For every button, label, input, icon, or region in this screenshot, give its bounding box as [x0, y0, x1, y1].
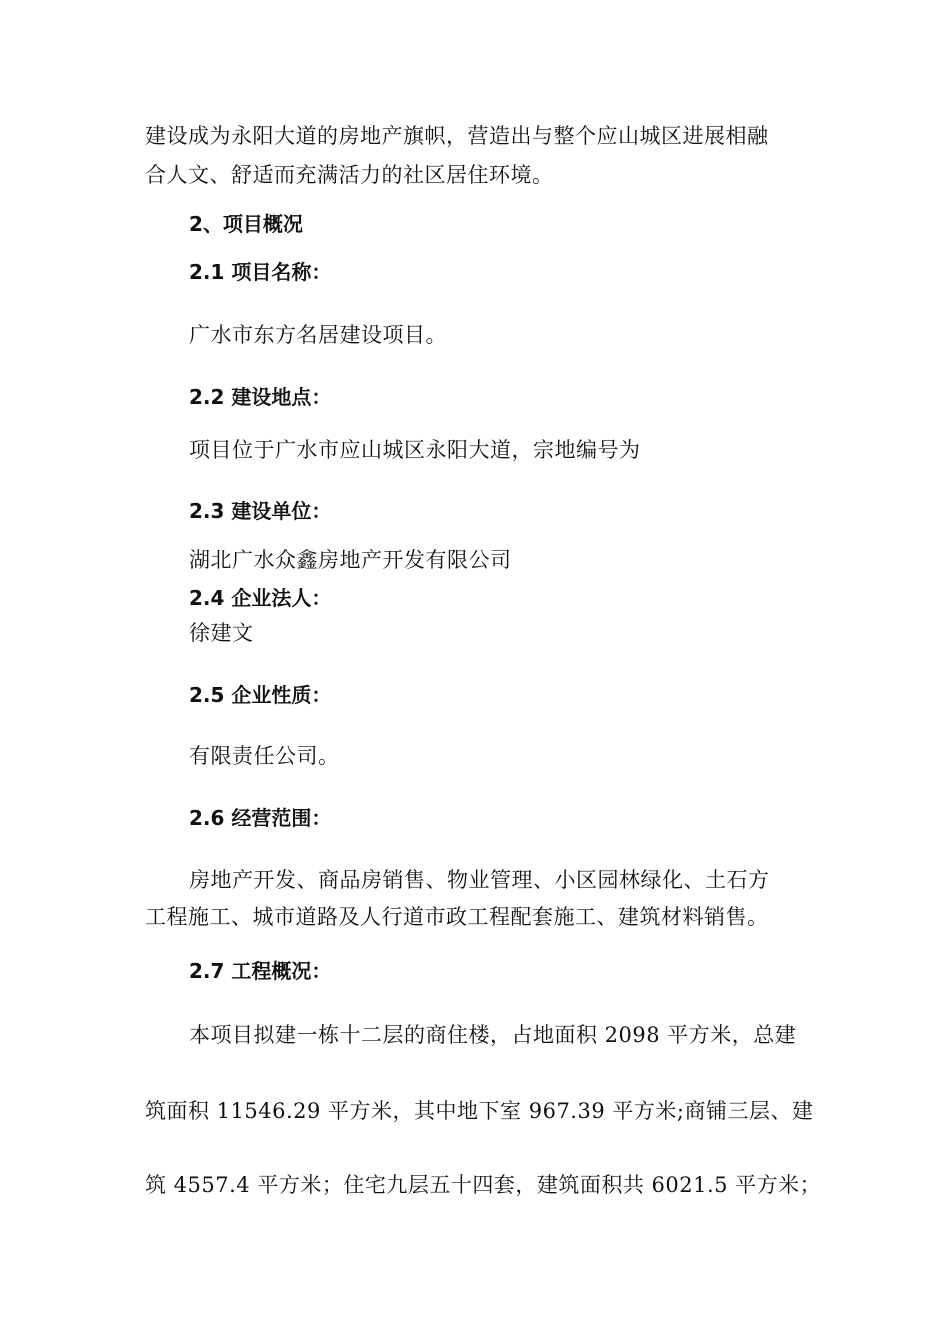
body-2-3: 湖北广水众鑫房地产开发有限公司: [189, 548, 512, 572]
heading-2-1: 2.1 项目名称：: [189, 260, 332, 284]
heading-2-4: 2.4 企业法人：: [189, 586, 332, 610]
heading-2-5: 2.5 企业性质：: [189, 683, 332, 707]
body-2-2: 项目位于广水市应山城区永阳大道，宗地编号为: [189, 438, 641, 462]
body-2-7-line-1: 本项目拟建一栋十二层的商住楼，占地面积 2098 平方米，总建: [189, 1023, 797, 1047]
body-2-4: 徐建文: [189, 621, 254, 645]
intro-line-1: 建设成为永阳大道的房地产旗帜，营造出与整个应山城区进展相融: [145, 124, 769, 148]
intro-line-2: 合人文、舒适而充满活力的社区居住环境。: [145, 163, 554, 187]
body-2-7-line-3: 筑 4557.4 平方米；住宅九层五十四套，建筑面积共 6021.5 平方米；: [145, 1173, 822, 1197]
body-2-7-line-2: 筑面积 11546.29 平方米，其中地下室 967.39 平方米;商铺三层、建: [145, 1099, 814, 1123]
heading-2-6: 2.6 经营范围：: [189, 806, 332, 830]
heading-2-3: 2.3 建设单位：: [189, 499, 332, 523]
heading-2-7: 2.7 工程概况：: [189, 959, 332, 983]
body-2-6-line-1: 房地产开发、商品房销售、物业管理、小区园林绿化、土石方: [189, 868, 770, 892]
heading-2-2: 2.2 建设地点：: [189, 385, 332, 409]
body-2-5: 有限责任公司。: [189, 744, 340, 768]
body-2-6-line-2: 工程施工、城市道路及人行道市政工程配套施工、建筑材料销售。: [145, 905, 769, 929]
body-2-1: 广水市东方名居建设项目。: [189, 323, 447, 347]
section-2-title: 2、项目概况: [189, 212, 303, 236]
